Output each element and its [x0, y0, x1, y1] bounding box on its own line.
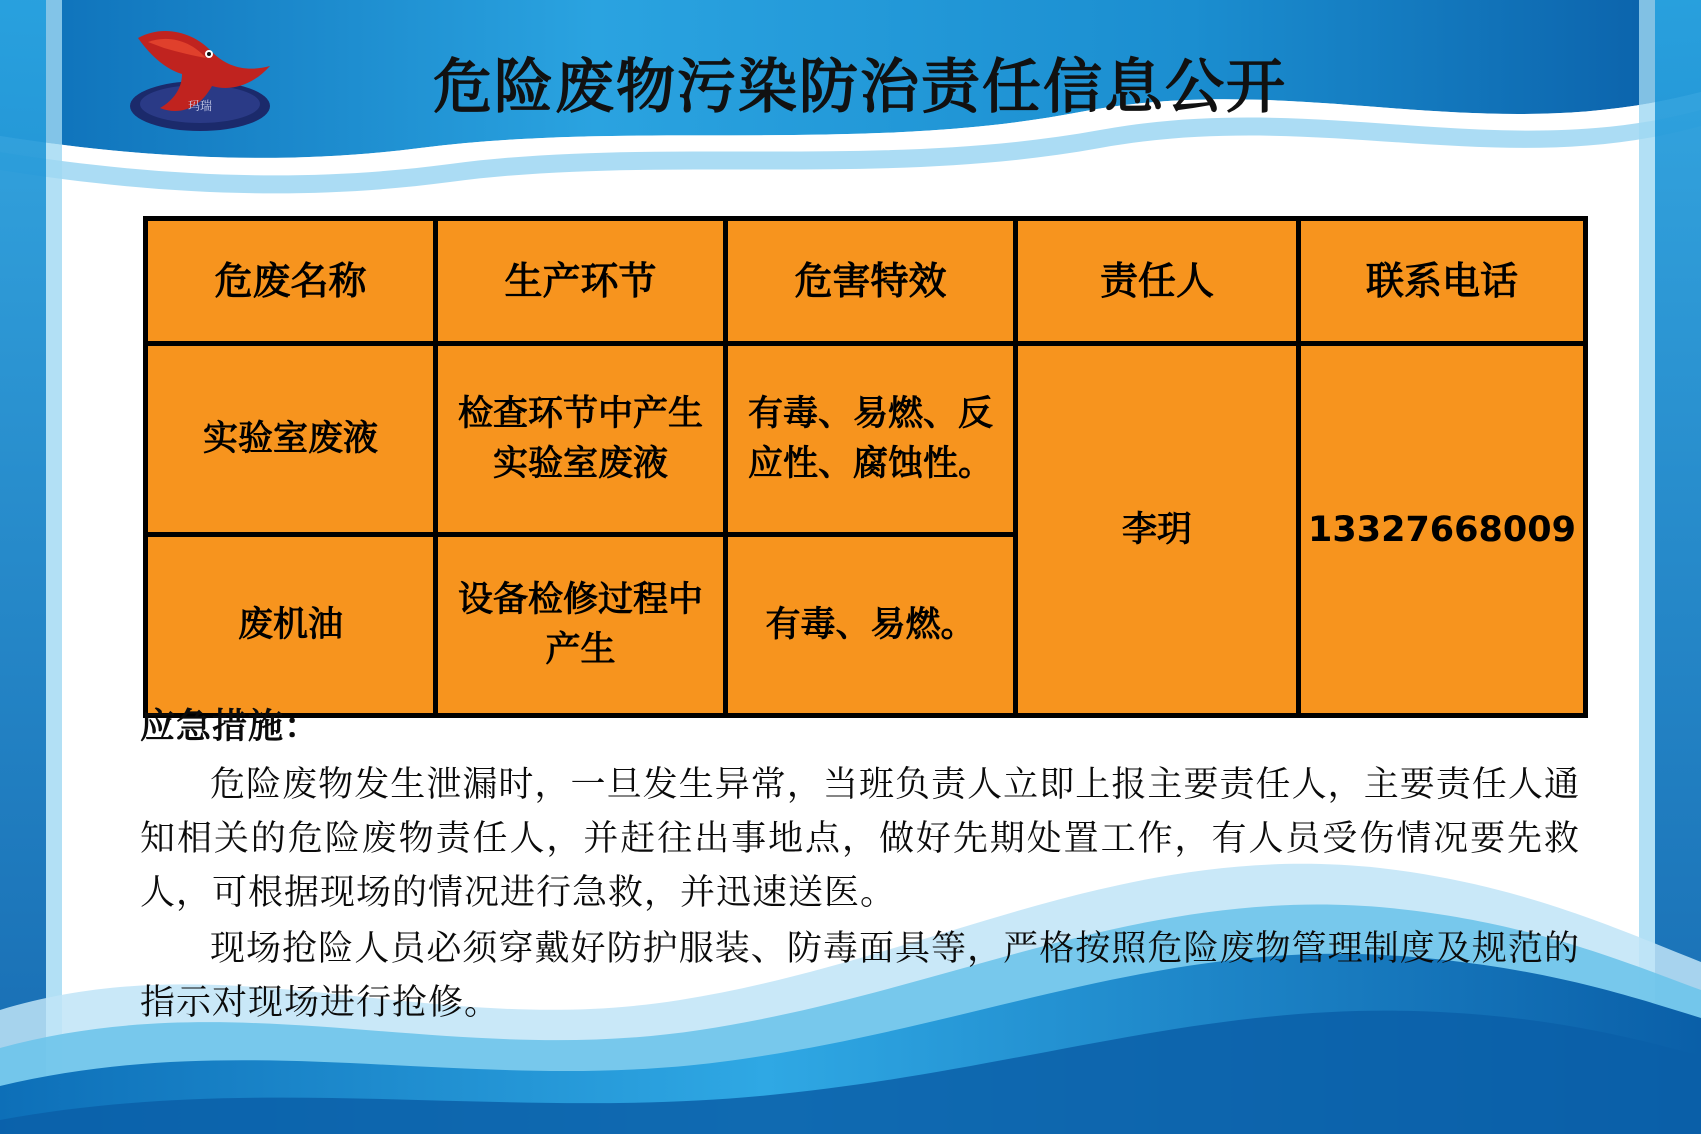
cell-responsible-person: 李玥 [1016, 344, 1299, 716]
cell-waste-name-1: 实验室废液 [146, 344, 436, 535]
table-header-row [146, 219, 1586, 344]
cell-hazard-2: 有毒、易燃。 [726, 535, 1016, 716]
cell-process-2: 设备检修过程中产生 [436, 535, 726, 716]
column-header-process: 生产环节 [436, 219, 726, 344]
cell-contact-phone: 13327668009 [1299, 344, 1586, 716]
cell-waste-name-2: 废机油 [146, 535, 436, 716]
column-header-phone: 联系电话 [1299, 219, 1586, 344]
column-header-hazard: 危害特效 [726, 219, 1016, 344]
svg-text:玛瑞: 玛瑞 [187, 99, 213, 113]
emergency-heading: 应急措施： [140, 706, 321, 747]
hazardous-waste-table [143, 216, 1576, 718]
column-header-name: 危废名称 [146, 219, 436, 344]
cell-hazard-1: 有毒、易燃、反应性、腐蚀性。 [726, 344, 1016, 535]
table-row [146, 344, 1586, 535]
column-header-person: 责任人 [1016, 219, 1299, 344]
cell-process-1: 检查环节中产生实验室废液 [436, 344, 726, 535]
poster-header [0, 0, 1701, 170]
emergency-paragraph-1: 危险废物发生泄漏时，一旦发生异常，当班负责人立即上报主要责任人，主要责任人通知相关的危险废物责任人，并赶往出事地点，做好先期处置工作，有人员受伤情况要先救人，可根据现场的情况进行急救，并迅速送医。 [140, 765, 1580, 913]
eagle-logo [108, 18, 288, 136]
emergency-paragraph-2: 现场抢险人员必须穿戴好防护服装、防毒面具等，严格按照危险废物管理制度及规范的指示对现场进行抢修。 [140, 929, 1580, 1023]
page-title: 危险废物污染防治责任信息公开 [432, 52, 1287, 121]
emergency-measures-section [140, 700, 1580, 1032]
